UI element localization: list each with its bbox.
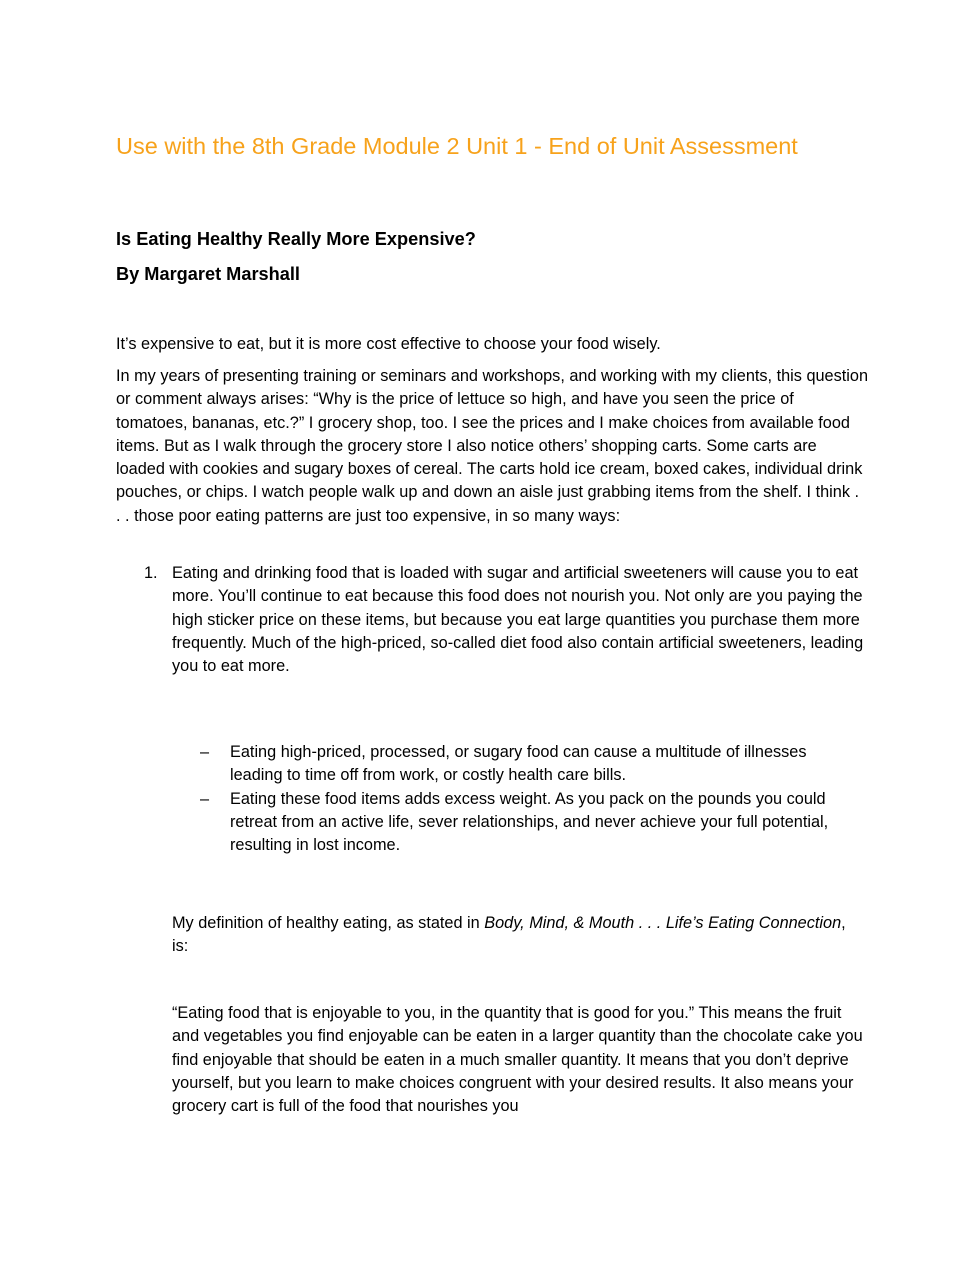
article-byline: By Margaret Marshall	[116, 264, 300, 284]
dash-marker: –	[200, 743, 210, 761]
numbered-list	[116, 562, 876, 678]
list-marker: 1.	[144, 564, 158, 582]
dash-marker: –	[200, 789, 210, 808]
intro-paragraph: It’s expensive to eat, but it is more cost effective to choose your food wisely.	[116, 335, 661, 353]
dash-list	[172, 741, 872, 857]
list-item	[116, 562, 864, 678]
list-item	[172, 741, 860, 788]
definition-text-before: My definition of healthy eating, as stated in	[172, 914, 485, 932]
list-item-text: Eating high-priced, processed, or sugary food can cause a multitude of illnesses leading to time off from work, or costly health care bills.	[230, 743, 807, 785]
list-item-text: Eating these food items adds excess weight. As you pack on the pounds you could retreat from an active life, sever relationships, and never achieve your full potential, resulting in lost income.	[230, 789, 829, 855]
assessment-title: Use with the 8th Grade Module 2 Unit 1 - End of Unit Assessment	[116, 133, 798, 159]
body-paragraph: In my years of presenting training or seminars and workshops, and working with my clients, this question or comment always arises: “Why is the price of lettuce so high, and have you seen the price of tomatoes, bananas, etc.?” I grocery shop, too. I see the prices and I make choices from available food items. But as I walk through the grocery store I also notice others’ shopping carts. Some carts are loaded with cookies and sugary boxes of cereal. The carts hold ice cream, boxed cakes, individual drink pouches, or chips. I watch people walk up and down an aisle just grabbing items from the shelf. I think . . . those poor eating patterns are just too expensive, in so many ways:	[116, 367, 868, 525]
definition-paragraph	[172, 912, 862, 959]
list-item-text: Eating and drinking food that is loaded with sugar and artificial sweeteners will cause you to eat more. You’ll continue to eat because this food does not nourish you. Not only are you paying the high sticker price on these items, but because you eat large quantities you purchase them more frequently. Much of the high-priced, so-called diet food also contain artificial sweeteners, leading you to eat more.	[172, 564, 864, 676]
definition-text-after: , is:	[172, 914, 846, 956]
article-title: Is Eating Healthy Really More Expensive?	[116, 229, 476, 249]
book-title: Body, Mind, & Mouth . . . Life’s Eating Connection	[484, 914, 842, 932]
list-item	[172, 788, 860, 858]
quote-paragraph: “Eating food that is enjoyable to you, in the quantity that is good for you.” This means the fruit and vegetables you find enjoyable can be eaten in a larger quantity than the chocolate cake you find enjoyable that should be eaten in a much smaller quantity. It means that you don’t deprive yourself, but you learn to make choices congruent with your desired results. It also means your grocery cart is full of the food that nourishes you	[172, 1004, 863, 1116]
